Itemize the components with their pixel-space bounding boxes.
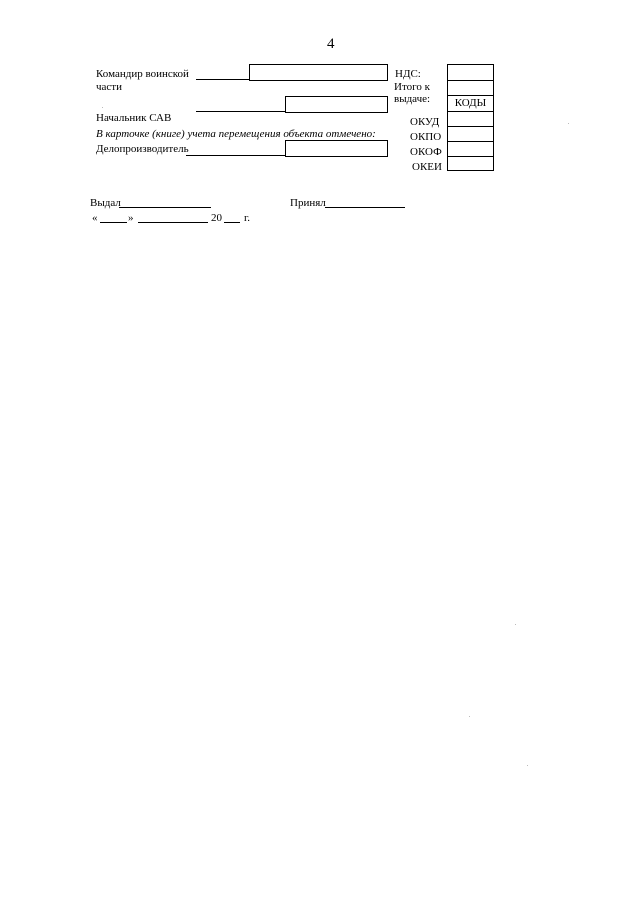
scan-speck [568,123,569,124]
okof-field[interactable] [447,141,494,157]
okei-field[interactable] [447,156,494,171]
chief-signature-line[interactable] [196,111,285,112]
clerk-label: Делопроизводитель [96,143,189,155]
vat-label: НДС: [395,68,421,80]
okud-label: ОКУД [410,116,440,128]
okof-label: ОКОФ [410,146,442,158]
scan-speck [515,624,516,625]
total-field[interactable] [447,80,494,96]
okpo-label: ОКПО [410,131,442,143]
scan-speck [469,716,470,717]
date-month-line[interactable] [138,222,208,223]
date-day-line[interactable] [100,222,127,223]
date-year-prefix: 20 [211,212,222,224]
commander-label-line2: части [96,81,122,93]
vat-field[interactable] [447,64,494,81]
okpo-field[interactable] [447,126,494,142]
date-year-line[interactable] [224,222,240,223]
issued-signature-line[interactable] [119,207,211,208]
chief-label: Начальник САВ [96,112,172,124]
issued-label: Выдал [90,197,121,209]
commander-name-field[interactable] [249,64,388,81]
chief-name-field[interactable] [285,96,388,113]
date-close-quote: » [128,212,134,224]
total-label: Итого к [394,81,430,93]
received-label: Принял [290,197,326,209]
total-label-line2: выдаче: [394,93,431,105]
page-number: 4 [327,36,335,52]
codes-header [447,95,494,112]
commander-signature-line[interactable] [196,79,250,80]
commander-label: Командир воинской [96,68,189,80]
clerk-name-field[interactable] [285,140,388,157]
codes-header-label: КОДЫ [454,97,487,109]
okei-label: ОКЕИ [412,161,442,173]
record-note: В карточке (книге) учета перемещения объекта отмечено: [96,128,376,140]
scan-speck [527,765,528,766]
date-year-suffix: г. [244,212,251,224]
date-open-quote: « [92,212,98,224]
okud-field[interactable] [447,111,494,127]
scan-speck [102,107,103,108]
received-signature-line[interactable] [325,207,405,208]
clerk-signature-line[interactable] [186,155,286,156]
